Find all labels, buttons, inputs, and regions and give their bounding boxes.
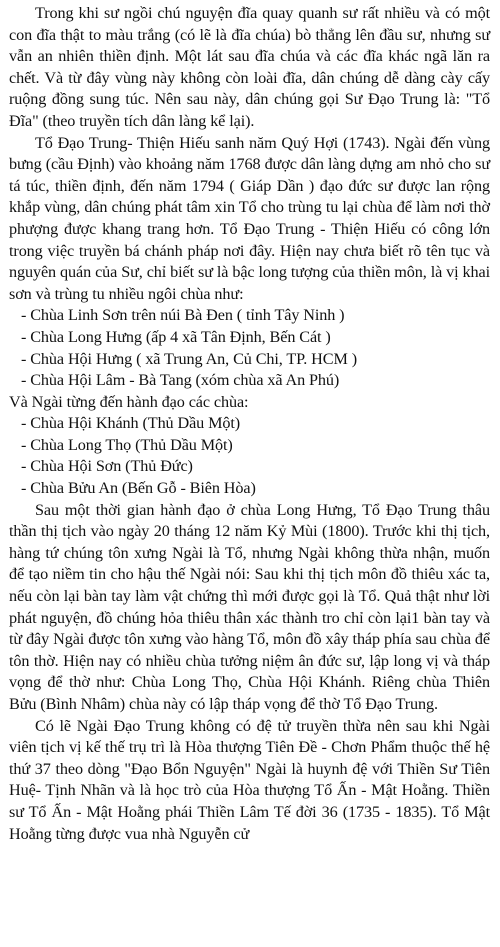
- list-visited-temples: [9, 413, 490, 499]
- list-item: - Chùa Long Thọ (Thủ Dầu Một): [21, 435, 233, 454]
- paragraph-passing: Sau một thời gian hành đạo ở chùa Long Hưng, Tổ Đạo Trung thâu thần thị tịch vào ngày 20 tháng 12 năm Kỷ Mùi (1800). Trước khi thị tịch, hàng tứ chúng tôn xưng Ngài là Tổ, nhưng Ngài không thừa nhận, muốn để tạo niềm tin cho hậu thế Ngài nói: Sau khi thị tịch môn đồ thiêu xác ta, nếu còn lại bàn tay làm vật chứng thì mới được gọi là Tổ. Quả thật như lời phát nguyện, đồ chúng hỏa thiêu thân xác thành tro chỉ còn lại1 bàn tay và từ đây Ngài được tôn xưng vào hàng Tổ, môn đồ xây tháp phía sau chùa để tôn thờ. Hiện nay có nhiều chùa tưởng niệm ân đức sư, lập long vị và tháp vọng để thờ như: Chùa Long Thọ, Chùa Hội Khánh. Riêng chùa Thiên Bửu (Bình Nhâm) chùa này có lập tháp vọng để thờ Tổ Đạo Trung.: [9, 500, 490, 713]
- list-item: - Chùa Hội Hưng ( xã Trung An, Củ Chi, TP. HCM ): [21, 349, 358, 368]
- list-item: - Chùa Linh Sơn trên núi Bà Đen ( tỉnh Tây Ninh ): [21, 306, 345, 325]
- list-item: - Chùa Bửu An (Bến Gỗ - Biên Hòa): [21, 479, 256, 498]
- list-item: - Chùa Hội Lâm - Bà Tang (xóm chùa xã An Phú): [21, 371, 340, 390]
- list-founded-temples: [9, 305, 490, 391]
- list-lead-visited: Và Ngài từng đến hành đạo các chùa:: [9, 392, 249, 411]
- list-item: - Chùa Long Hưng (ấp 4 xã Tân Định, Bến Cát ): [21, 327, 331, 346]
- list-item: - Chùa Hội Sơn (Thủ Đức): [21, 457, 193, 476]
- paragraph-leech-legend: Trong khi sư ngồi chú nguyện đĩa quay quanh sư rất nhiều và có một con đĩa thật to màu trắng (có lẽ là đĩa chúa) bò thẳng lên đầu sư, nhưng sư vẫn an nhiên thiền định. Một lát sau đĩa chúa và các đĩa khác ngã lăn ra chết. Và từ đây vùng này không còn loài đĩa, dân chúng dễ dàng cày cấy ruộng đồng sung túc. Nên sau này, dân chúng gọi Sư Đạo Trung là: "Tổ Đĩa" (theo truyền tích dân làng kể lại).: [9, 4, 490, 130]
- paragraph-succession: Có lẽ Ngài Đạo Trung không có đệ tử truyền thừa nên sau khi Ngài viên tịch vị kế thế trụ trì là Hòa thượng Tiên Đề - Chơn Phẩm thuộc thế hệ thứ 37 theo dòng "Đạo Bổn Nguyện" Ngài là huynh đệ với Thiền Sư Tiên Huệ- Tịnh Nhãn và là học trò của Hòa thượng Tổ Ấn - Mật Hoằng. Thiền sư Tổ Ấn - Mật Hoằng phái Thiền Lâm Tế đời 36 (1735 - 1835). Tổ Mật Hoằng từng được vua nhà Nguyễn cử: [9, 716, 490, 843]
- list-item: - Chùa Hội Khánh (Thủ Dầu Một): [21, 414, 241, 433]
- paragraph-biography: Tổ Đạo Trung- Thiện Hiếu sanh năm Quý Hợi (1743). Ngài đến vùng bưng (cầu Định) vào khoảng năm 1768 được dân làng dựng am nhỏ cho sư tá túc, thiền định, đến năm 1794 ( Giáp Dần ) đạo đức sư được lan rộng khắp vùng, dân chúng phát tâm xin Tổ cho trùng tu lại chùa để làm nơi thờ phượng được khang trang hơn. Tổ Đạo Trung - Thiện Hiếu có công lớn trong việc truyền bá chánh pháp nơi đây. Hiện nay chưa biết rõ tên tục và nguyên quán của Sư, chỉ biết sư là bậc long tượng của thiền môn, là vị khai sơn và trùng tu nhiều ngôi chùa như:: [9, 133, 490, 303]
